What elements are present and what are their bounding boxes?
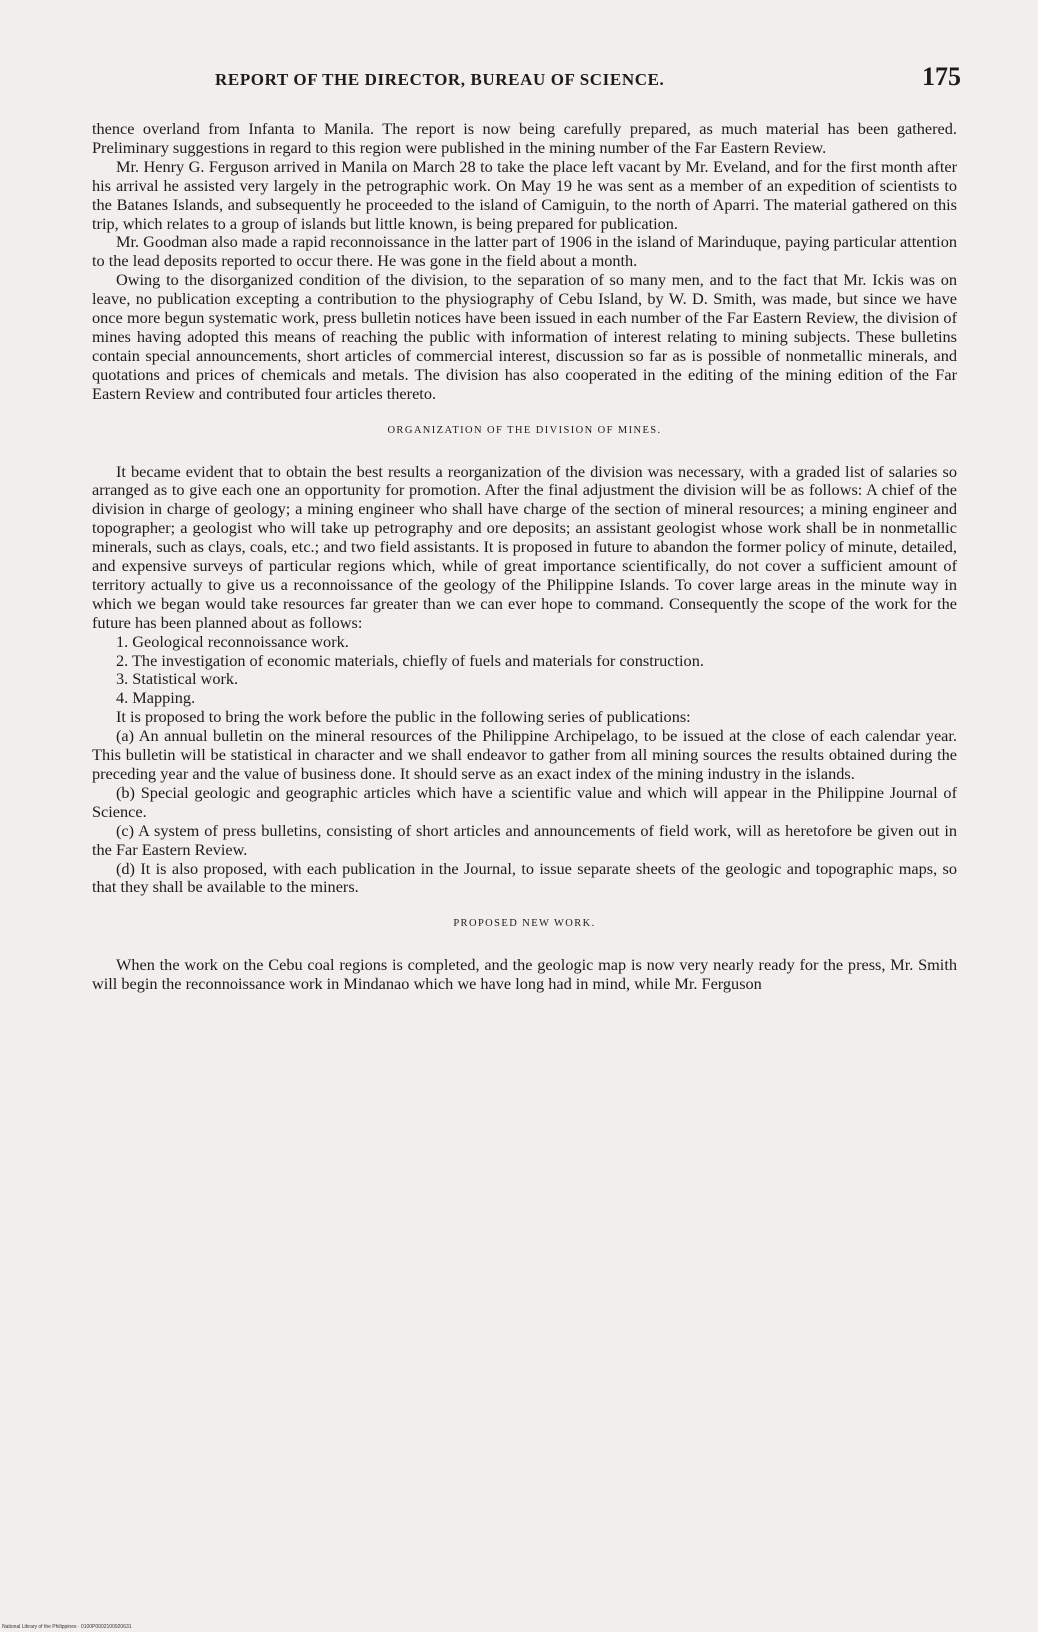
paragraph-goodman: Mr. Goodman also made a rapid reconnoissance in the latter part of 1906 in the island of Marinduque, paying particular attention to the lead deposits reported to occur there. He was gone in the field about a month. [92,232,957,271]
paragraph-publication-series: It is proposed to bring the work before the public in the following series of publications: [116,707,691,727]
body-text [92,120,957,994]
paragraph-map-sheets: (d) It is also proposed, with each publication in the Journal, to issue separate sheets of the geologic and topographic maps, so that they shall be available to the miners. [92,858,957,897]
paragraph-special-articles: (b) Special geologic and geographic articles which have a scientific value and which will appear in the Philippine Journal of Science. [92,782,957,821]
list-item-reconnoissance: 1. Geological reconnoissance work. [116,631,349,651]
paragraph-reorganization: It became evident that to obtain the best results a reorganization of the division was necessary, with a graded list of salaries so arranged as to give each one an opportunity for promotion. After the final adjustment the division will be as follows: A chief of the division in charge of geology; a mining engineer who shall have charge of the section of mineral resources; a mining engineer and topographer; a geologist who will take up petrography and ore deposits; an assistant geologist whose work shall be in nonmetallic minerals, such as clays, coals, etc.; and two field assistants. It is proposed in future to abandon the former policy of minute, detailed, and expensive surveys of particular regions which, while of great importance scientifically, do not cover a sufficient amount of territory actually to give us a reconnoissance of the geology of the Philippine Islands. To cover large areas in the minute way in which we began would take resources far greater than we can ever hope to command. Consequently the scope of the work for the future has been planned about as follows: [92,461,957,632]
paragraph-publications: Owing to the disorganized condition of the division, to the separation of so many men, and to the fact that Mr. Ickis was on leave, no publication excepting a contribution to the physiography of Cebu Island, by W. D. Smith, was made, but since we have once more begun systematic work, press bulletin notices have been issued in each number of the Far Eastern Review, the division of mines having adopted this means of reaching the public with information of interest relating to mining subjects. These bulletins contain special announcements, short articles of commercial interest, discussion so far as is possible of nonmetallic minerals, and quotations and prices of chemicals and metals. The division has also cooperated in the editing of the mining edition of the Far Eastern Review and contributed four articles thereto. [92,270,957,403]
paragraph-ferguson: Mr. Henry G. Ferguson arrived in Manila on March 28 to take the place left vacant by Mr. Eveland, and for the first month after his arrival he assisted very largely in the petrographic work. On May 19 he was sent as a member of an expedition of scientists to the Batanes Islands, and subsequently he proceeded to the island of Camiguin, to the north of Aparri. The material gathered on this trip, which relates to a group of islands but little known, is being prepared for publication. [92,156,957,233]
page-header [205,60,965,100]
list-item-economic-materials: 2. The investigation of economic materials, chiefly of fuels and materials for construction. [116,650,704,670]
page-number: 175 [922,62,961,91]
paragraph-continuation: thence overland from Infanta to Manila. The report is now being carefully prepared, as much material has been gathered. Preliminary suggestions in regard to this region were published in the mining number of the Far Eastern Review. [92,119,957,157]
section-heading-new-work: PROPOSED NEW WORK. [453,918,596,930]
running-head: REPORT OF THE DIRECTOR, BUREAU OF SCIENCE. [215,70,665,89]
list-item-mapping: 4. Mapping. [116,688,196,708]
section-heading-organization: ORGANIZATION OF THE DIVISION OF MINES. [387,424,662,436]
list-item-statistical: 3. Statistical work. [116,669,239,689]
scan-credit: National Library of the Philippines · 0100P0002100920631 [2,1624,132,1630]
paragraph-annual-bulletin: (a) An annual bulletin on the mineral resources of the Philippine Archipelago, to be issued at the close of each calendar year. This bulletin will be statistical in character and we shall endeavor to gather from all mining sources the results obtained during the preceding year and the value of business done. It should serve as an exact index of the mining industry in the islands. [92,726,957,783]
paragraph-press-bulletins: (c) A system of press bulletins, consisting of short articles and announcements of field work, will as heretofore be given out in the Far Eastern Review. [92,820,957,859]
paragraph-cebu-coal: When the work on the Cebu coal regions is completed, and the geologic map is now very nearly ready for the press, Mr. Smith will begin the reconnoissance work in Mindanao which we have long had in mind, while Mr. Ferguson [92,955,957,994]
